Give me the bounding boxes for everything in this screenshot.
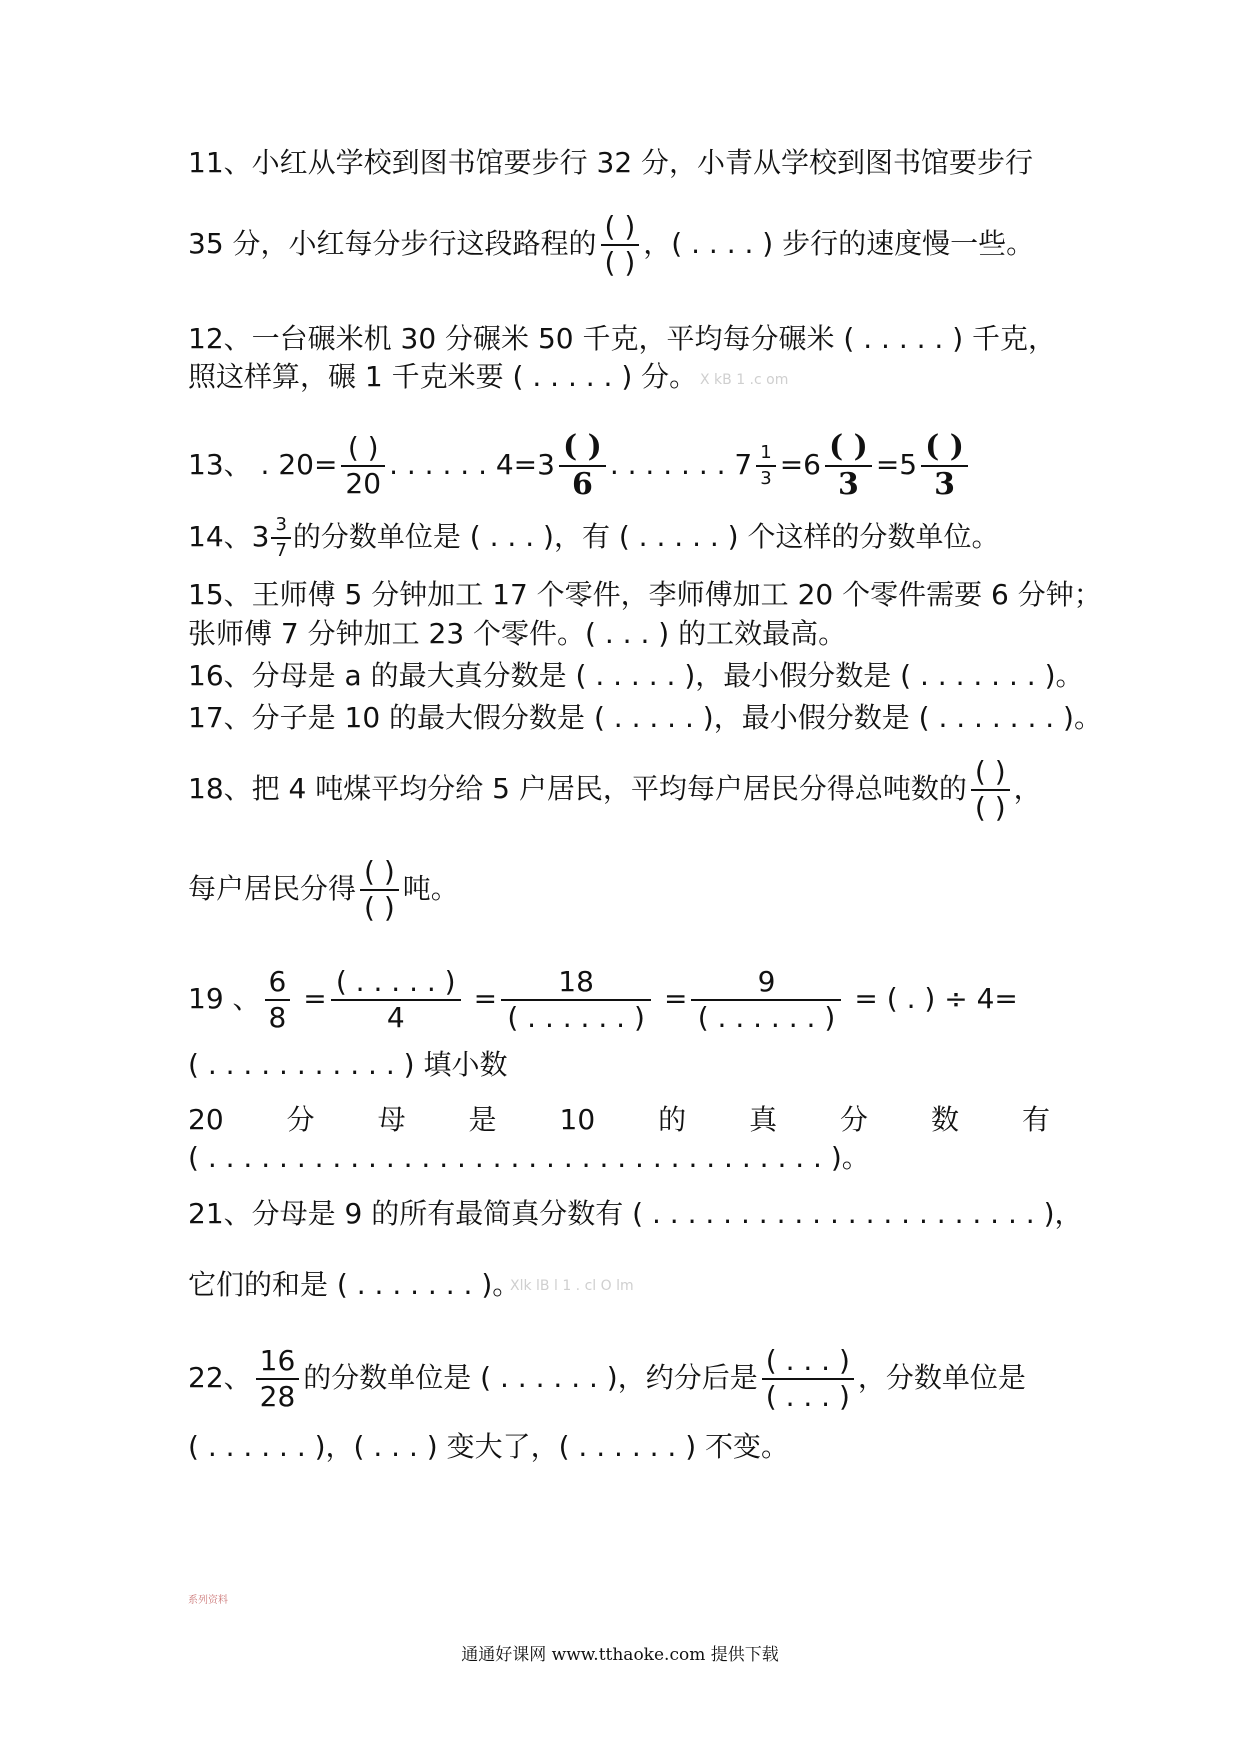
q12-line2 — [188, 360, 697, 394]
q13-mid2: . . . . . . . 7 — [609, 448, 753, 481]
q22-text2: ( . . . . . . )，( . . . ) 变大了，( . . . . . . ) 不变。 — [188, 1430, 790, 1463]
q19-f3-den: ( . . . . . . ) — [697, 1001, 836, 1034]
q20-word-10: 有 — [1021, 1103, 1050, 1136]
q18-f1-num: ( ) — [974, 755, 1006, 788]
q13-fraction-4 — [921, 429, 968, 502]
q19-fraction-0 — [265, 965, 291, 1034]
q22-f0-num: 16 — [259, 1344, 296, 1377]
q18-text2a: 每户居民分得 — [188, 872, 357, 905]
q17-text: 17、分子是 10 的最大假分数是 ( . . . . . )，最小假分数是 ( . . . . . . . )。 — [188, 701, 1102, 734]
q21-line2 — [188, 1268, 520, 1302]
q22-fraction-1 — [762, 1344, 854, 1413]
q14-rest: 的分数单位是 ( . . . )，有 ( . . . . . ) 个这样的分数单位。 — [292, 520, 1000, 553]
watermark-1: X kB 1 .c om — [700, 372, 789, 388]
q13-mixed-num: 1 — [760, 442, 772, 463]
q13-fraction-1 — [341, 431, 385, 500]
q19-f3-num: 9 — [757, 965, 776, 998]
q20-line1 — [188, 1103, 1050, 1137]
q19-fraction-1 — [331, 965, 461, 1034]
q13-mixed-den: 3 — [760, 468, 772, 489]
q18-fraction-1 — [971, 755, 1010, 824]
q22-after: ，分数单位是 — [857, 1361, 1026, 1394]
q14-den: 7 — [275, 540, 287, 561]
q19-fraction-2 — [501, 965, 651, 1034]
q21-text2: 它们的和是 ( . . . . . . . )。 — [188, 1268, 521, 1301]
q15-text1: 15、王师傅 5 分钟加工 17 个零件，李师傅加工 20 个零件需要 6 分钟； — [188, 578, 1102, 611]
q20-word-4: 是 — [468, 1103, 497, 1136]
q22-label: 22、 — [188, 1361, 252, 1394]
q19-f1-den: 4 — [386, 1001, 405, 1034]
q18-text1: 18、把 4 吨煤平均分给 5 户居民，平均每户居民分得总吨数的 — [188, 772, 967, 805]
q18-comma: ， — [1013, 772, 1042, 805]
q12-text1: 12、一台碾米机 30 分碾米 50 千克，平均每分碾米 ( . . . . . ) 千克， — [188, 322, 1057, 355]
q19-text2: ( . . . . . . . . . . . ) 填小数 — [188, 1048, 508, 1081]
q11-text2b: ，( . . . . ) 步行的速度慢一些。 — [643, 227, 1035, 260]
q20-word-9: 数 — [931, 1103, 960, 1136]
q13-f2-den: 6 — [571, 467, 593, 502]
q20-word-3: 母 — [377, 1103, 406, 1136]
q14-bar — [271, 537, 290, 539]
q13-mixed-fraction — [756, 444, 775, 488]
q18-f2-den: ( ) — [364, 891, 395, 924]
q16-line — [188, 659, 1084, 693]
q18-f1-den: ( ) — [974, 791, 1006, 824]
q19-line2 — [188, 1048, 507, 1082]
q13-f3-num: ( ) — [828, 429, 868, 464]
q19-f2-num: 18 — [558, 965, 594, 998]
q22-f0-den: 28 — [259, 1380, 296, 1413]
q20-word-8: 分 — [840, 1103, 869, 1136]
q20-word-7: 真 — [749, 1103, 778, 1136]
q14-prefix: 14、3 — [188, 520, 270, 553]
q13-prefix: 13、 . 20= — [188, 448, 338, 481]
watermark-2: Xlk lB l 1 . cl O lm — [510, 1278, 634, 1294]
q20-word-5: 10 — [559, 1103, 596, 1136]
q13-mixed-bar — [756, 465, 775, 467]
q19-f0-num: 6 — [268, 965, 287, 998]
q11-frac-den: ( ) — [604, 246, 636, 279]
q13-mid1: . . . . . . 4=3 — [389, 448, 555, 481]
q13-f4-num: ( ) — [925, 429, 964, 464]
q13-f3-den: 3 — [837, 467, 859, 502]
q13-line — [188, 429, 972, 502]
q13-fraction-3 — [825, 429, 872, 502]
q11-fraction — [601, 210, 640, 279]
q22-fraction-0 — [256, 1344, 300, 1413]
q20-line2 — [188, 1141, 870, 1175]
q13-f1-den: 20 — [345, 467, 382, 500]
q20-text2: ( . . . . . . . . . . . . . . . . . . . . . . . . . . . . . . . . . . . )。 — [188, 1141, 870, 1174]
q11-line1 — [188, 146, 1033, 180]
q21-line1 — [188, 1197, 1083, 1231]
q20-word-1: 20 — [188, 1103, 224, 1136]
q16-text: 16、分母是 a 的最大真分数是 ( . . . . . )，最小假分数是 ( . . . . . . . )。 — [188, 659, 1084, 692]
q13-f4-den: 3 — [934, 467, 955, 502]
q20-word-2: 分 — [286, 1103, 315, 1136]
q18-text2b: 吨。 — [402, 872, 459, 905]
q18-line1 — [188, 755, 1042, 824]
q11-text1: 11、小红从学校到图书馆要步行 32 分，小青从学校到图书馆要步行 — [188, 146, 1034, 179]
q15-text2: 张师傅 7 分钟加工 23 个零件。( . . . ) 的工效最高。 — [188, 617, 847, 650]
q13-fraction-2 — [559, 429, 606, 502]
q19-label: 19 、 — [188, 982, 261, 1015]
q15-line2 — [188, 617, 846, 651]
q19-f1-num: ( . . . . . ) — [335, 965, 456, 998]
q19-line1: 19 、 $\frac{6}{8}$ = $\frac{( . . . . . )}{4}$ = $\frac{18}{( . . . . . . )}$ = $\frac{9}{( . . . . . . )}$ = ( . ) ÷ 4= — [188, 965, 1018, 1034]
q14-line — [188, 516, 1000, 560]
q21-text1: 21、分母是 9 的所有最简真分数有 ( . . . . . . . . . . . . . . . . . . . . . . )， — [188, 1197, 1083, 1230]
q15-line1 — [188, 578, 1102, 612]
q22-line1 — [188, 1344, 1026, 1413]
q18-f2-num: ( ) — [364, 855, 395, 888]
q22-f1-den: ( . . . ) — [765, 1380, 850, 1413]
q18-line2 — [188, 855, 459, 924]
q19-f2-den: ( . . . . . . ) — [507, 1001, 645, 1034]
q22-mid: 的分数单位是 ( . . . . . . )，约分后是 — [303, 1361, 758, 1394]
q19-fraction-3 — [691, 965, 841, 1034]
q12-line1 — [188, 322, 1056, 356]
q13-eq2: =5 — [875, 448, 918, 481]
page-footer: 通通好课网 www.tthaoke.com 提供下载 — [461, 1645, 779, 1665]
q19-f0-den: 8 — [268, 1001, 287, 1034]
q20-word-6: 的 — [658, 1103, 687, 1136]
q13-f2-num: ( ) — [562, 429, 602, 464]
q13-f1-num: ( ) — [347, 431, 379, 464]
q17-line — [188, 701, 1102, 735]
corner-note: 系列资料 — [188, 1595, 228, 1606]
q14-mixed-fraction — [271, 516, 290, 560]
q18-fraction-2 — [360, 855, 399, 924]
q12-text2: 照这样算，碾 1 千克米要 ( . . . . . ) 分。 — [188, 360, 698, 393]
q19-tail: = ( . ) ÷ 4= — [854, 982, 1018, 1015]
q11-text2a: 35 分，小红每分步行这段路程的 — [188, 227, 597, 260]
q11-frac-num: ( ) — [604, 210, 636, 243]
q13-eq1: =6 — [779, 448, 821, 481]
q11-line2 — [188, 210, 1035, 279]
q22-line2 — [188, 1430, 789, 1464]
q22-f1-num: ( . . . ) — [765, 1344, 850, 1377]
q14-num: 3 — [275, 514, 287, 535]
